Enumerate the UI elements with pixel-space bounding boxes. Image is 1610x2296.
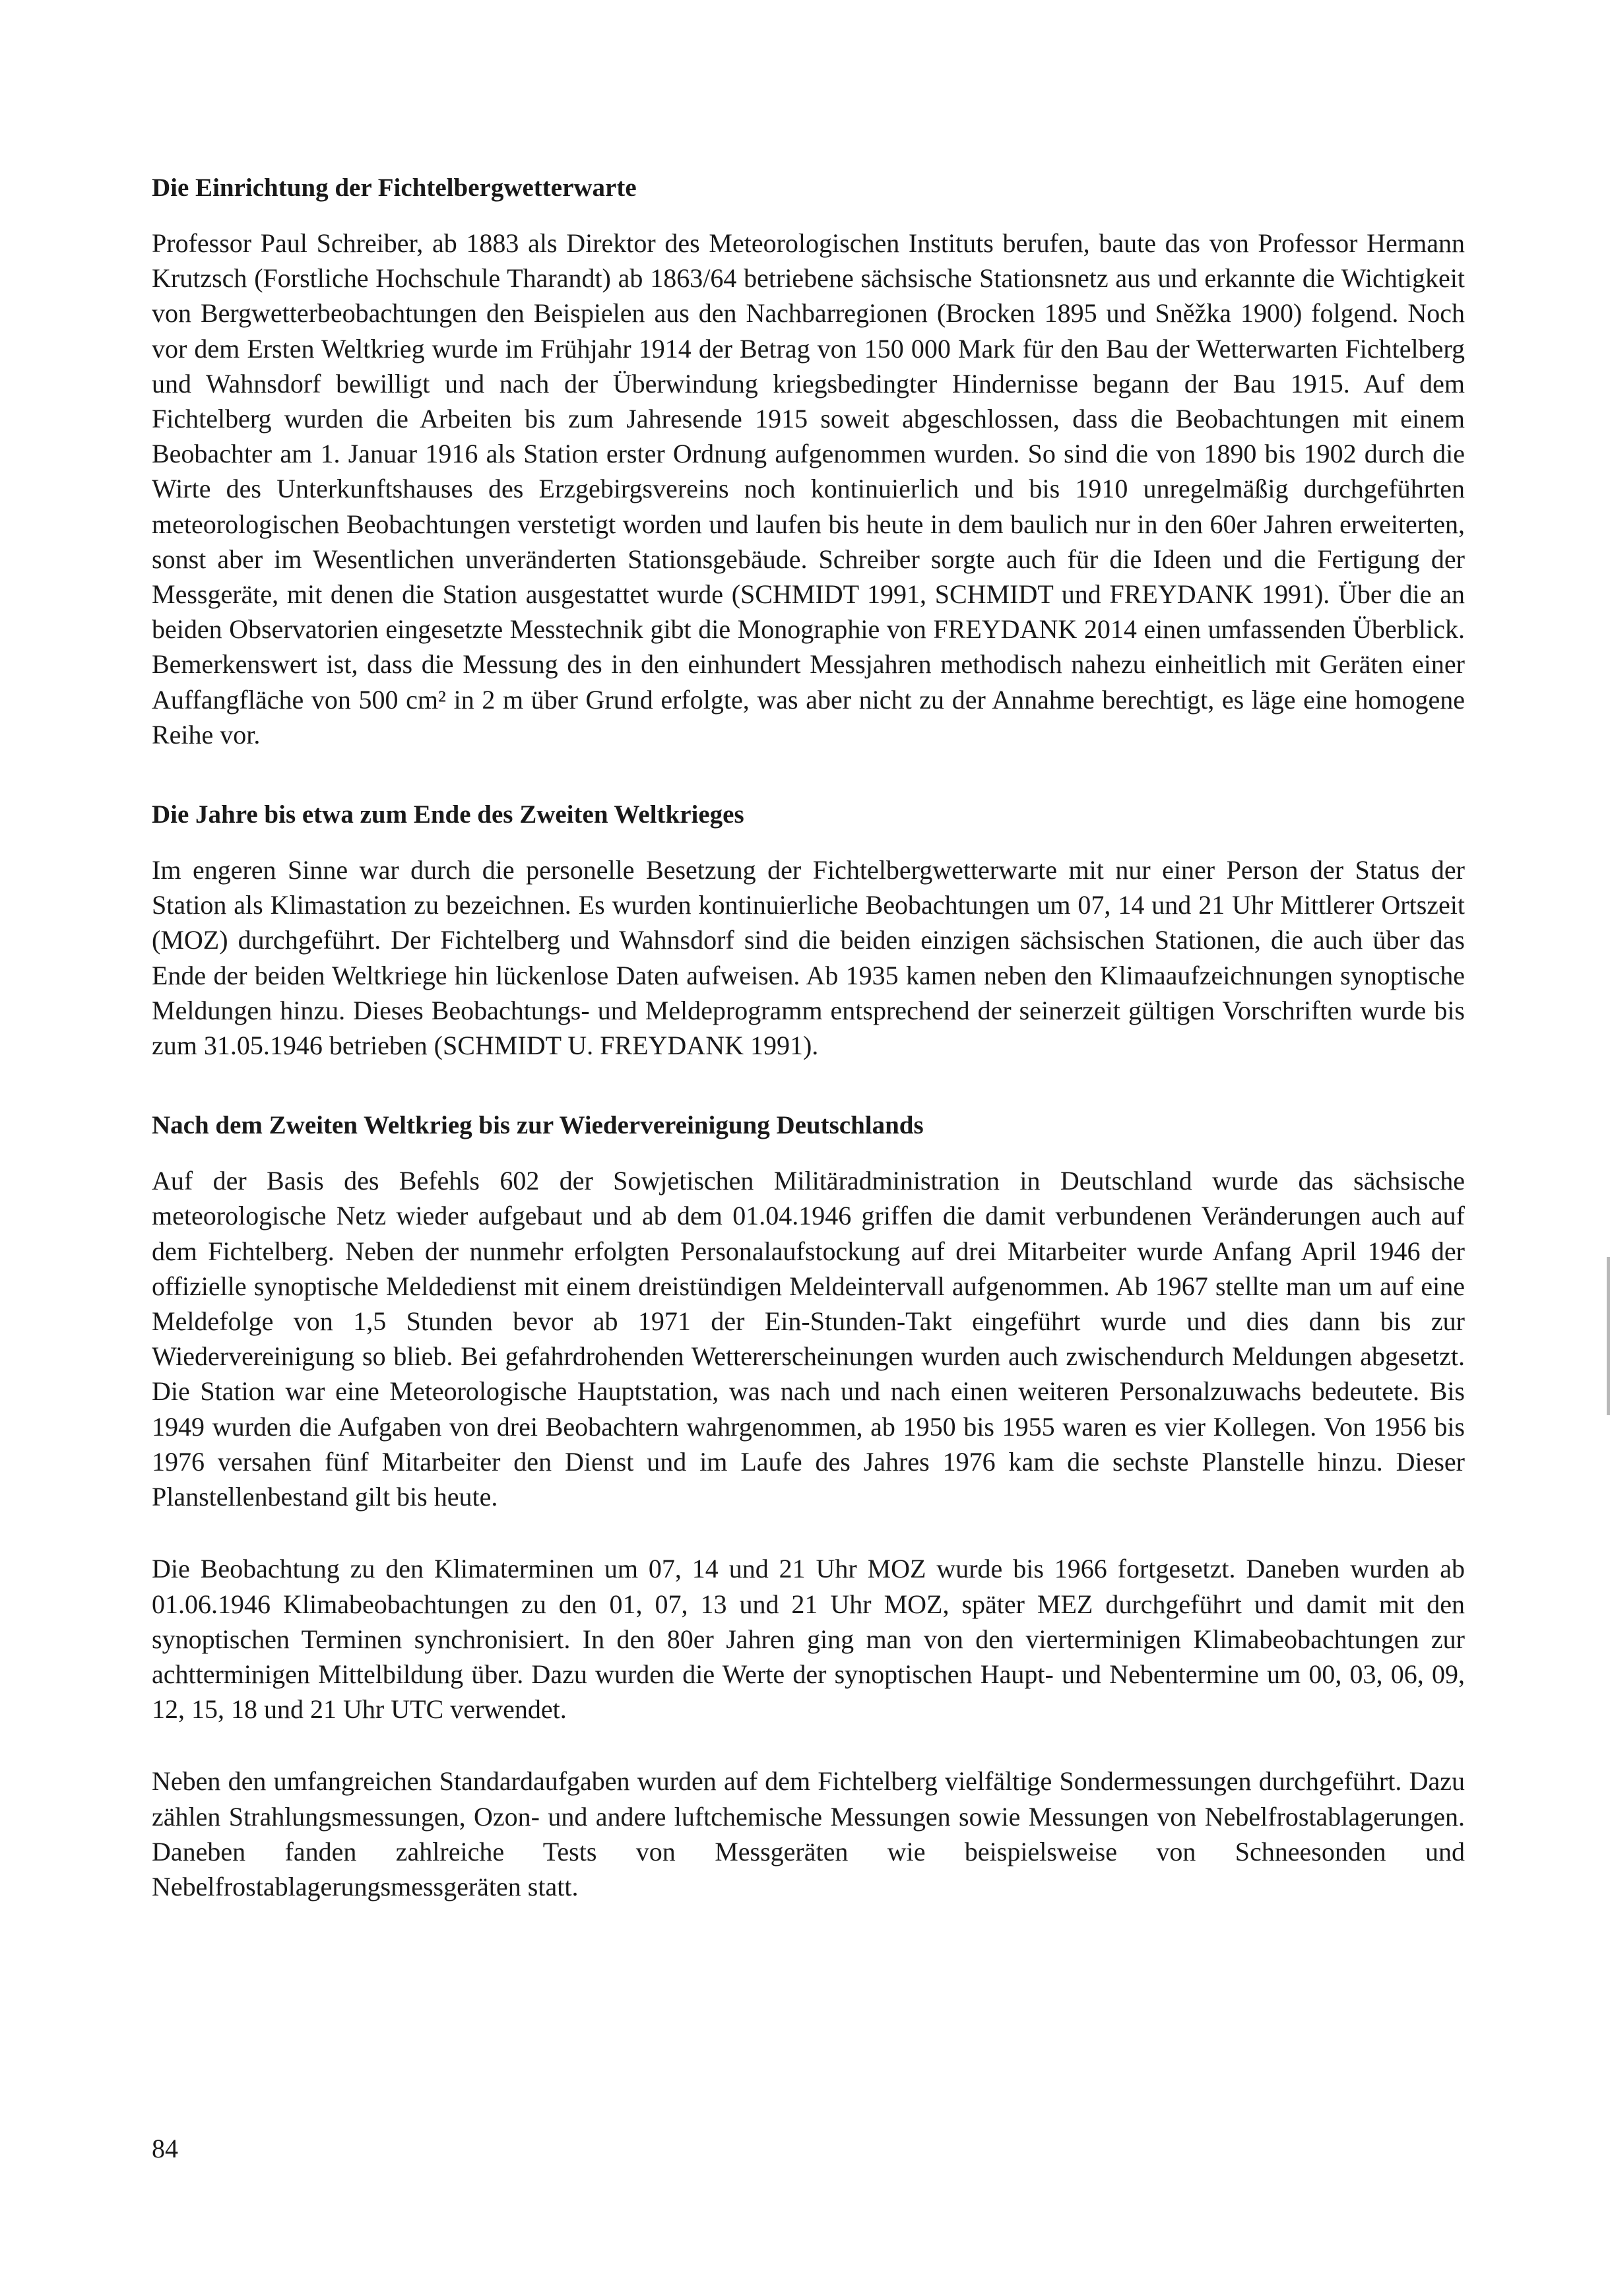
section-nachkriegszeit: [152, 1108, 1465, 1904]
page-content: [152, 170, 1465, 1904]
section-heading: Die Einrichtung der Fichtelbergwetterwarte: [152, 174, 637, 202]
body-paragraph: Professor Paul Schreiber, ab 1883 als Direktor des Meteorologischen Instituts berufen, baute das von Professor Hermann Krutzsch (Forstliche Hochschule Tharandt) ab 1863/64 betriebene sächsische Stationsnetz aus und erkannte die Wichtigkeit von Bergwetterbeobachtungen den Beispielen aus den Nachbarregionen (Brocken 1895 und Sněžka 1900) folgend. Noch vor dem Ersten Weltkrieg wurde im Frühjahr 1914 der Betrag von 150 000 Mark für den Bau der Wetterwarten Fichtelberg und Wahnsdorf bewilligt und nach der Überwindung kriegsbedingter Hindernisse begann der Bau 1915. Auf dem Fichtelberg wurden die Arbeiten bis zum Jahresende 1915 soweit abgeschlossen, dass die Beobachtungen mit einem Beobachter am 1. Januar 1916 als Station erster Ordnung aufgenommen wurden. So sind die von 1890 bis 1902 durch die Wirte des Unterkunftshauses des Erzgebirgsvereins noch kontinuierlich und bis 1910 unregelmäßig durchgeführten meteorologischen Beobachtungen verstetigt worden und laufen bis heute in dem baulich nur in den 60er Jahren erweiterten, sonst aber im Wesentlichen unveränderten Stationsgebäude. Schreiber sorgte auch für die Ideen und die Fertigung der Messgeräte, mit denen die Station ausgestattet wurde (SCHMIDT 1991, SCHMIDT und FREYDANK 1991). Über die an beiden Observatorien eingesetzte Messtechnik gibt die Monographie von FREYDANK 2014 einen umfassenden Überblick. Bemerkenswert ist, dass die Messung des in den einhundert Messjahren methodisch nahezu einheitlich mit Geräten einer Auffangfläche von 500 cm² in 2 m über Grund erfolgte, was aber nicht zu der Annahme berechtigt, es läge eine homogene Reihe vor.: [152, 228, 1465, 749]
body-paragraph: Im engeren Sinne war durch die personelle Besetzung der Fichtelbergwetterwarte mit nur einer Person der Status der Station als Klimastation zu bezeichnen. Es wurden kontinuierliche Beobachtungen um 07, 14 und 21 Uhr Mittlerer Ortszeit (MOZ) durchgeführt. Der Fichtelberg und Wahnsdorf sind die beiden einzigen sächsischen Stationen, die auch über das Ende der beiden Weltkriege hin lückenlose Daten aufweisen. Ab 1935 kamen neben den Klimaaufzeichnungen synoptische Meldungen hinzu. Dieses Beobachtungs- und Meldeprogramm entsprechend der seinerzeit gültigen Vorschriften wurde bis zum 31.05.1946 betrieben (SCHMIDT U. FREYDANK 1991).: [152, 855, 1465, 1061]
body-paragraph: Die Beobachtung zu den Klimaterminen um 07, 14 und 21 Uhr MOZ wurde bis 1966 fortgesetzt. Daneben wurden ab 01.06.1946 Klimabeobachtungen zu den 01, 07, 13 und 21 Uhr MOZ, später MEZ durchgeführt und damit mit den synoptischen Terminen synchronisiert. In den 80er Jahren ging man von den vierterminigen Klimabeobachtungen zur achtterminigen Mittelbildung über. Dazu wurden die Werte der synoptischen Haupt- und Nebentermine um 00, 03, 06, 09, 12, 15, 18 und 21 Uhr UTC verwendet.: [152, 1554, 1465, 1725]
body-paragraph: Auf der Basis des Befehls 602 der Sowjetischen Militäradministration in Deutschland wurde das sächsische meteorologische Netz wieder aufgebaut und ab dem 01.04.1946 griffen die damit verbundenen Veränderungen auch auf dem Fichtelberg. Neben der nunmehr erfolgten Personalaufstockung auf drei Mitarbeiter wurde Anfang April 1946 der offizielle synoptische Meldedienst mit einem dreistündigen Meldeintervall aufgenommen. Ab 1967 stellte man um auf eine Meldefolge von 1,5 Stunden bevor ab 1971 der Ein-Stunden-Takt eingeführt wurde und dies dann bis zur Wiedervereinigung so blieb. Bei gefahrdrohenden Wettererscheinungen wurden auch zwischendurch Meldungen abgesetzt. Die Station war eine Meteorologische Hauptstation, was nach und nach einen weiteren Personalzuwachs bedeutete. Bis 1949 wurden die Aufgaben von drei Beobachtern wahrgenommen, ab 1950 bis 1955 waren es vier Kollegen. Von 1956 bis 1976 versahen fünf Mitarbeiter den Dienst und im Laufe des Jahres 1976 kam die sechste Planstelle hinzu. Dieser Planstellenbestand gilt bis heute.: [152, 1166, 1465, 1512]
section-spacer: [152, 1063, 1465, 1108]
section-jahre-bis-kriegsende: [152, 797, 1465, 1063]
page-number: 84: [152, 2134, 178, 2163]
paragraph-spacer: [152, 1727, 1465, 1764]
section-einrichtung: [152, 170, 1465, 752]
section-heading: Nach dem Zweiten Weltkrieg bis zur Wiedervereinigung Deutschlands: [152, 1111, 924, 1140]
scan-edge-mark: [1607, 1257, 1610, 1415]
section-spacer: [152, 752, 1465, 797]
paragraph-spacer: [152, 1514, 1465, 1551]
section-heading: Die Jahre bis etwa zum Ende des Zweiten Weltkrieges: [152, 800, 744, 829]
body-paragraph: Neben den umfangreichen Standardaufgaben wurden auf dem Fichtelberg vielfältige Sondermessungen durchgeführt. Dazu zählen Strahlungsmessungen, Ozon- und andere luftchemische Messungen sowie Messungen von Nebelfrostablagerungen. Daneben fanden zahlreiche Tests von Messgeräten wie beispielsweise von Schneesonden und Nebelfrostablagerungsmessgeräten statt.: [152, 1766, 1465, 1901]
